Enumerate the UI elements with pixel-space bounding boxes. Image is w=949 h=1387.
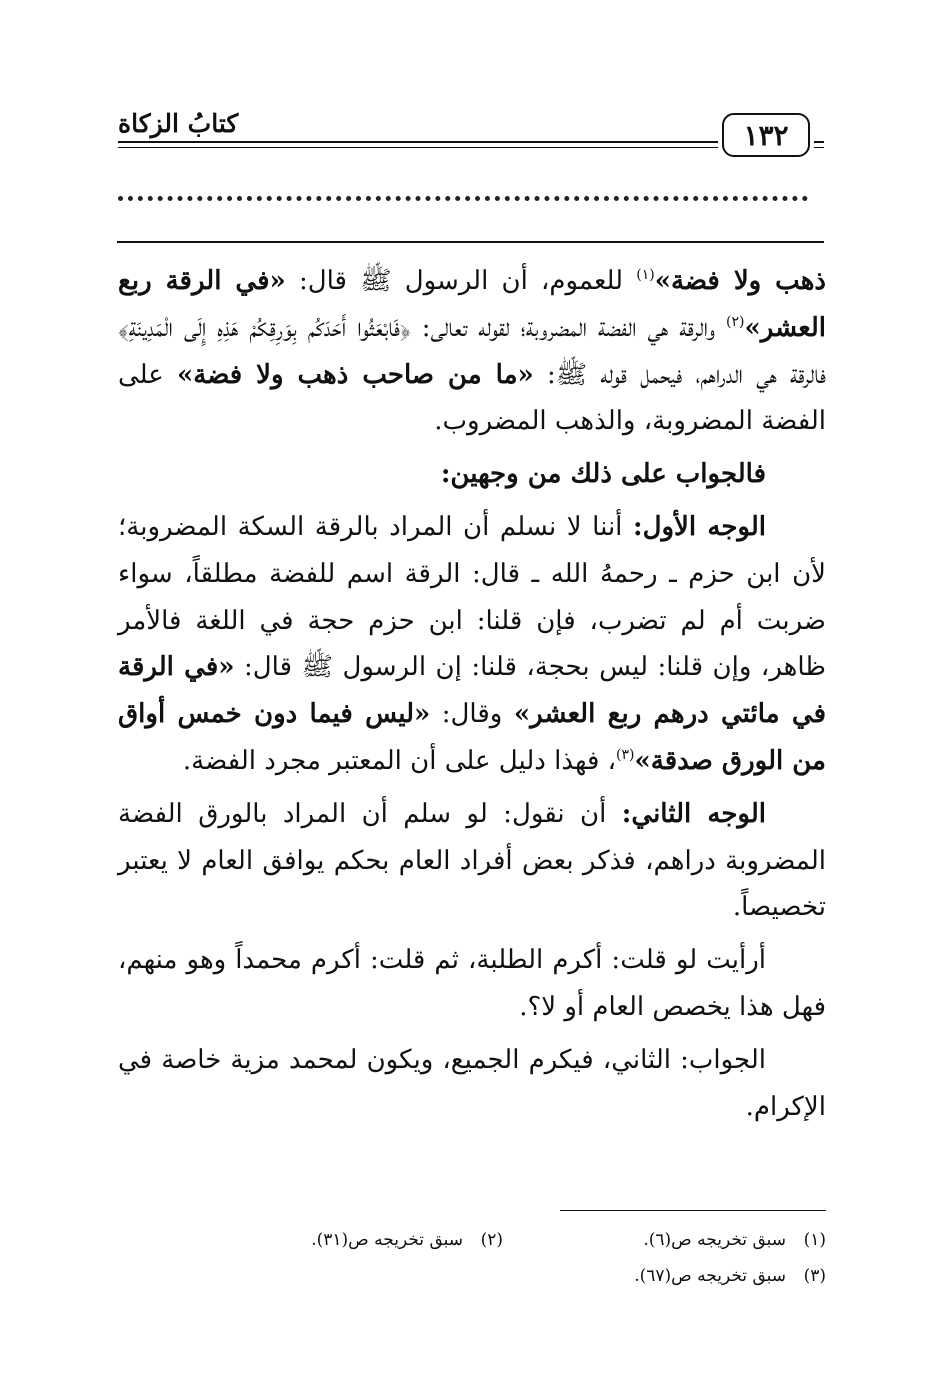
footnote-text: سبق تخريجه ص(٣١). [311, 1230, 463, 1250]
footnote-row [180, 1258, 826, 1294]
answer-heading: فالجواب على ذلك من وجهين: [440, 459, 766, 490]
quote: ذهب ولا فضة» [654, 266, 826, 296]
footnote-number: (٢) [480, 1230, 503, 1250]
book-title: كتابُ الزكاة [118, 109, 248, 138]
text: ، فهذا دليل على أن المعتبر مجرد الفضة. [182, 745, 617, 776]
aspect-label: الوجه الثاني: [621, 798, 767, 829]
footnote-3 [503, 1258, 826, 1294]
footnote-1 [503, 1222, 826, 1258]
footnote-ref: (٣) [616, 746, 635, 763]
footnote-rule [560, 1210, 826, 1211]
footnote-number: (١) [803, 1230, 826, 1250]
footnote-text: سبق تخريجه ص(٦). [643, 1230, 786, 1250]
footnote-text: سبق تخريجه ص(٦٧). [634, 1266, 786, 1286]
text: للعموم، أن الرسول ﷺ قال: [285, 266, 637, 296]
text: والرقة هي الفضة المضروبة؛ لقوله تعالى: ﴿فَابْعَثُوا أَحَدَكُم بِوَرِقِكُمْ هَذِهِ إِلَى الْمَدِينَةِ﴾ فالرقة هي الدراهم، فيحمل قوله ﷺ: [118, 312, 826, 390]
paragraph-second-aspect [118, 791, 826, 931]
header-rule-thin [118, 147, 824, 148]
quote: «ليس فيما دون خمس أواق من الورق صدقة» [118, 699, 826, 776]
footnote-2 [180, 1222, 503, 1258]
paragraph-example: أرأيت لو قلت: أكرم الطلبة، ثم قلت: أكرم محمداً وهو منهم، فهل هذا يخصص العام أو لا؟. [118, 945, 826, 1022]
body-text [118, 258, 826, 1136]
footnote-row [180, 1222, 826, 1258]
footnote-number: (٣) [803, 1266, 826, 1286]
paragraph-answer: الجواب: الثاني، فيكرم الجميع، ويكون لمحمد مزية خاصة في الإكرام. [118, 1044, 826, 1122]
page-header [118, 105, 824, 161]
quote: «في الرقة ربع العشر» [118, 266, 826, 343]
footnote-ref: (١) [636, 267, 655, 283]
paragraph-1 [118, 258, 826, 445]
aspect-label: الوجه الأول: [632, 511, 766, 542]
quote: «ما من صاحب ذهب ولا فضة» [177, 359, 534, 390]
quote: «في الرقة في مائتي درهم ربع العشر» [118, 652, 826, 730]
paragraph-first-aspect [118, 504, 826, 785]
footnote-ref: (٢) [726, 313, 745, 330]
dotted-separator [118, 196, 808, 201]
text-top-rule [117, 241, 824, 243]
text: أننا لا نسلم أن المراد بالرقة السكة المضروبة؛ لأن ابن حزم ـ رحمهُ الله ـ قال: الرقة اسم للفضة مطلقاً، سواء ضربت أم لم تضرب، فإن قلنا: ابن حزم حجة في اللغة فالأمر ظاهر، وإن قلنا: ليس بحجة، قلنا: إن الرسول ﷺ قال: [118, 511, 827, 683]
text: وقال: [430, 699, 514, 730]
text: أن نقول: لو سلم أن المراد بالورق الفضة المضروبة دراهم، فذكر بعض أفراد العام بحكم يوافق العام لا يعتبر تخصيصاً. [118, 798, 826, 923]
text: على الفضة المضروبة، والذهب المضروب. [118, 359, 826, 437]
page-number: ١٣٢ [722, 113, 810, 157]
header-rule [118, 141, 824, 143]
footnotes [180, 1222, 826, 1294]
